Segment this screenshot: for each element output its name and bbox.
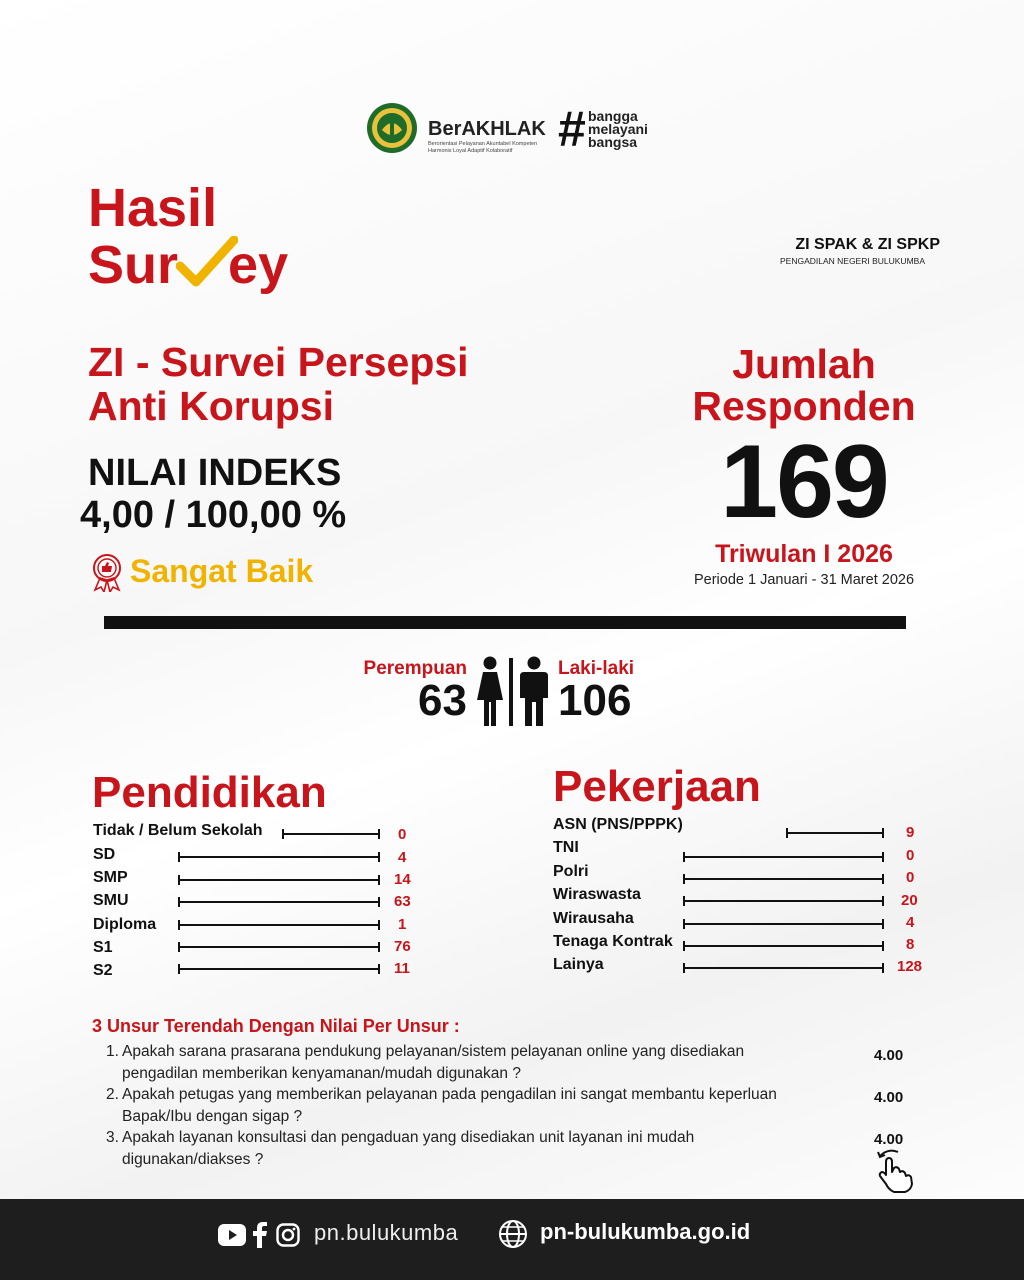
element-question-line2: digunakan/diakses ? (122, 1151, 264, 1168)
occupation-label: Wiraswasta (553, 886, 641, 903)
occupation-label: Wirausaha (553, 910, 634, 927)
occupation-label: ASN (PNS/PPPK) (553, 816, 683, 833)
index-label: NILAI INDEKS (88, 452, 342, 494)
title-survey-suffix: ey (228, 235, 289, 295)
slogan (588, 110, 648, 149)
education-line (178, 946, 380, 948)
occupation-line (683, 900, 884, 902)
female-label: Perempuan (363, 658, 467, 679)
swipe-hand-icon (874, 1146, 920, 1194)
occupation-line (786, 832, 884, 834)
education-line (178, 901, 380, 903)
title-hasil: Hasil (88, 178, 218, 238)
slogan-line-1: bangga (588, 108, 638, 124)
occupation-label: TNI (553, 839, 579, 856)
male-icon (520, 657, 548, 727)
education-line (178, 856, 380, 858)
male-count: 106 (558, 676, 632, 725)
element-score: 4.00 (874, 1047, 904, 1064)
education-value: 63 (394, 893, 411, 910)
award-ribbon-icon (90, 552, 124, 592)
element-number: 2. (106, 1086, 119, 1103)
unit-subtitle: PENGADILAN NEGERI BULUKUMBA (779, 256, 925, 266)
education-label: SMU (93, 892, 129, 909)
education-value: 4 (398, 849, 407, 866)
education-line (178, 879, 380, 881)
education-value: 1 (398, 916, 407, 933)
period-label: Periode 1 Januari - 31 Maret 2026 (693, 572, 915, 588)
lowest-elements-title: 3 Unsur Terendah Dengan Nilai Per Unsur : (92, 1016, 460, 1036)
element-question-line1: Apakah petugas yang memberikan pelayanan pada pengadilan ini sangat membantu keperluan (122, 1086, 777, 1103)
element-question-line1: Apakah sarana prasarana pendukung pelayanan/sistem pelayanan online yang disediakan (122, 1043, 745, 1060)
social-handle[interactable]: pn.bulukumba (314, 1220, 459, 1245)
index-value: 4,00 / 100,00 % (80, 494, 347, 536)
element-score: 4.00 (874, 1089, 904, 1106)
occupation-value: 20 (901, 892, 918, 909)
occupation-line (683, 945, 884, 947)
occupation-label: Polri (553, 863, 589, 880)
occupation-label: Lainya (553, 956, 604, 973)
element-question-line2: Bapak/Ibu dengan sigap ? (122, 1108, 303, 1125)
globe-icon (498, 1219, 528, 1249)
education-value: 76 (394, 938, 411, 955)
education-value: 11 (394, 960, 410, 977)
occupation-value: 9 (906, 824, 915, 841)
section-divider (104, 616, 906, 629)
element-question-line2: pengadilan memberikan kenyamanan/mudah digunakan ? (122, 1065, 521, 1082)
education-line (178, 968, 380, 970)
occupation-line (683, 923, 884, 925)
education-label: SMP (93, 869, 128, 886)
female-icon (477, 657, 503, 727)
website-link[interactable]: pn-bulukumba.go.id (540, 1219, 751, 1244)
berakhlak-subtitle: Berorientasi Pelayanan Akuntabel Kompeten Harmonis Loyal Adaptif Kolaboratif (428, 141, 538, 154)
occupation-label: Tenaga Kontrak (553, 933, 673, 950)
occupation-value: 128 (897, 958, 923, 975)
element-question (122, 1041, 852, 1085)
gender-icons (472, 656, 552, 728)
occupation-value: 0 (906, 847, 915, 864)
berakhlak-logo-text: BerAKHLAK (428, 118, 546, 140)
element-number: 1. (106, 1043, 119, 1060)
survey-name-line1: ZI - Survei Persepsi (88, 339, 469, 385)
occupation-title: Pekerjaan (553, 762, 761, 811)
title-survey-prefix: Sur (88, 235, 179, 295)
element-question (122, 1127, 852, 1171)
female-count: 63 (418, 676, 467, 725)
element-number: 3. (106, 1129, 119, 1146)
element-score: 4.00 (874, 1131, 904, 1148)
occupation-line (683, 856, 884, 858)
checkmark-icon (176, 236, 238, 290)
education-value: 14 (394, 871, 411, 888)
education-line (178, 924, 380, 926)
rating-label: Sangat Baik (130, 553, 314, 589)
survey-name-line2: Anti Korupsi (88, 383, 334, 429)
respondent-label-line1: Jumlah (732, 341, 876, 387)
education-line (282, 833, 380, 835)
court-seal-logo (366, 100, 418, 158)
quarter-label: Triwulan I 2026 (715, 540, 893, 568)
facebook-icon[interactable] (252, 1222, 268, 1248)
youtube-icon[interactable] (218, 1224, 246, 1246)
education-value: 0 (398, 826, 407, 843)
occupation-value: 8 (906, 936, 915, 953)
male-label: Laki-laki (558, 658, 635, 679)
header-logos (366, 100, 666, 160)
education-label: S2 (93, 962, 113, 979)
slogan-line-2: melayani (588, 121, 648, 137)
occupation-line (683, 967, 884, 969)
unit-title: ZI SPAK & ZI SPKP (795, 236, 940, 253)
education-title: Pendidikan (92, 768, 327, 817)
element-question (122, 1084, 852, 1128)
education-label: SD (93, 846, 116, 863)
respondent-total: 169 (720, 424, 888, 540)
education-label: Tidak / Belum Sekolah (93, 822, 263, 839)
occupation-value: 4 (906, 914, 915, 931)
education-label: Diploma (93, 916, 157, 933)
respondent-label-line2: Responden (692, 383, 916, 429)
instagram-icon[interactable] (276, 1223, 300, 1247)
gender-separator (509, 658, 513, 726)
hashtag-symbol: # (558, 101, 586, 157)
occupation-line (683, 878, 884, 880)
education-label: S1 (93, 939, 113, 956)
occupation-value: 0 (906, 869, 915, 886)
slogan-line-3: bangsa (588, 134, 638, 150)
element-question-line1: Apakah layanan konsultasi dan pengaduan yang disediakan unit layanan ini mudah (122, 1129, 695, 1146)
